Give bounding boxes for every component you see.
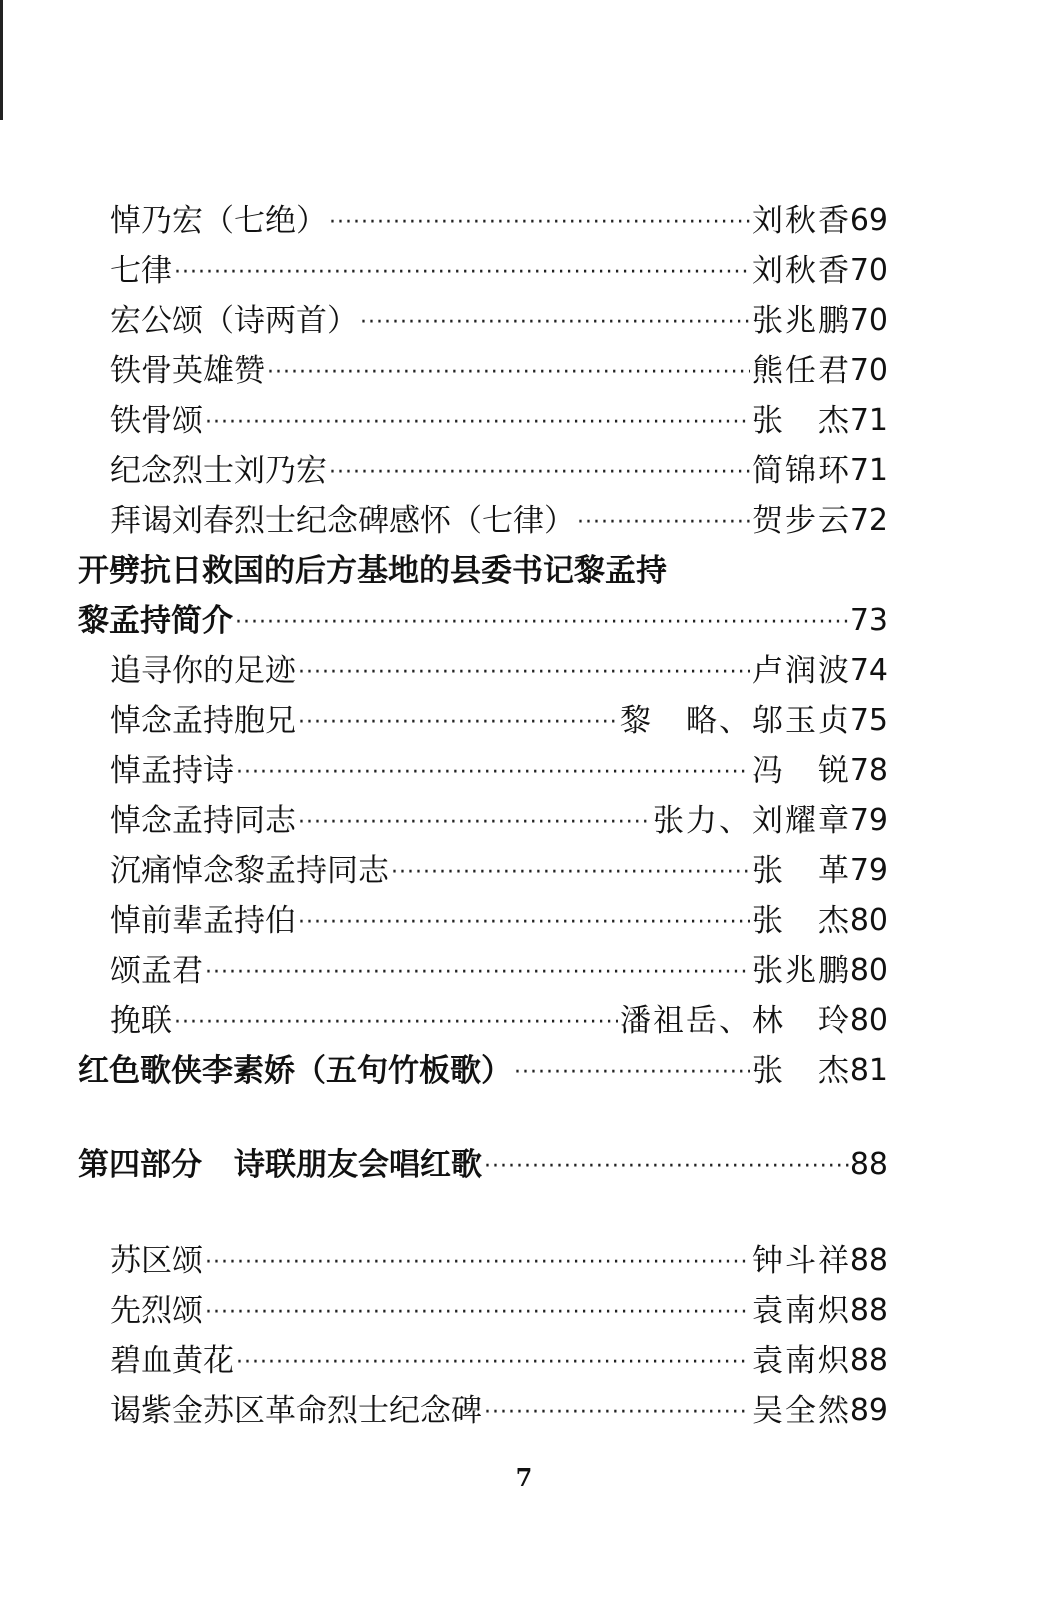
leader-dots (329, 448, 750, 498)
entry-author: 张力、刘耀章 (653, 803, 851, 839)
entry-page: 71 (849, 403, 888, 438)
entry-title: 挽联 (110, 1003, 172, 1039)
entry-author: 张 革 (752, 853, 851, 889)
entry-page: 80 (849, 953, 888, 988)
entry-title: 苏区颂 (110, 1243, 203, 1279)
entry-author: 刘秋香 (752, 203, 851, 239)
entry-author: 简锦环 (752, 453, 851, 489)
toc-entry (0, 496, 1048, 546)
entry-author: 卢润波 (752, 653, 851, 689)
entry-author: 刘秋香 (752, 253, 851, 289)
entry-author: 张兆鹏 (752, 953, 851, 989)
entry-title: 铁骨英雄赞 (110, 353, 265, 389)
toc-entry (0, 196, 1048, 246)
toc-entry (0, 246, 1048, 296)
toc-section-heading (0, 1140, 1048, 1190)
entry-author: 袁南炽 (752, 1343, 851, 1379)
leader-dots (298, 698, 618, 748)
leader-dots (298, 648, 750, 698)
entry-page: 80 (849, 903, 888, 938)
chapter-title: 开劈抗日救国的后方基地的县委书记黎孟持 (78, 553, 667, 589)
leader-dots (329, 198, 750, 248)
entry-title: 纪念烈士刘乃宏 (110, 453, 327, 489)
leader-dots (205, 948, 750, 998)
leader-dots (236, 1338, 750, 1388)
entry-page: 89 (849, 1393, 888, 1428)
entry-author: 张 杰 (752, 1053, 851, 1089)
entry-page: 70 (849, 253, 888, 288)
toc-entry (0, 296, 1048, 346)
entry-author: 张兆鹏 (752, 303, 851, 339)
toc-entry (0, 1046, 1048, 1096)
toc-entry (0, 1236, 1048, 1286)
toc-entry (0, 746, 1048, 796)
entry-page: 88 (849, 1293, 888, 1328)
entry-title: 悼念孟持胞兄 (110, 703, 296, 739)
leader-dots (205, 398, 750, 448)
page-number: 7 (515, 1463, 533, 1492)
section-title (78, 1140, 482, 1190)
toc-entry (0, 896, 1048, 946)
leader-dots (267, 348, 750, 398)
entry-page: 75 (849, 703, 888, 738)
entry-page: 88 (849, 1243, 888, 1278)
entry-title: 悼孟持诗 (110, 753, 234, 789)
entry-author: 冯 锐 (752, 753, 851, 789)
leader-dots (391, 848, 750, 898)
entry-page: 71 (849, 453, 888, 488)
entry-title: 悼念孟持同志 (110, 803, 296, 839)
entry-title: 先烈颂 (110, 1293, 203, 1329)
toc-entry (0, 1286, 1048, 1336)
leader-dots (484, 1388, 750, 1438)
entry-title: 悼乃宏（七绝） (110, 203, 327, 239)
leader-dots (174, 248, 750, 298)
leader-dots (174, 998, 618, 1048)
section-part: 第四部分 (78, 1147, 202, 1183)
entry-page: 78 (849, 753, 888, 788)
leader-dots (298, 898, 750, 948)
entry-title: 谒紫金苏区革命烈士纪念碑 (110, 1393, 482, 1429)
toc-entry (0, 796, 1048, 846)
entry-author: 袁南炽 (752, 1293, 851, 1329)
entry-author: 张 杰 (752, 403, 851, 439)
entry-title: 碧血黄花 (110, 1343, 234, 1379)
leader-dots (205, 1238, 750, 1288)
toc-entry (0, 596, 1048, 646)
entry-author: 张 杰 (752, 903, 851, 939)
entry-page: 72 (849, 503, 888, 538)
entry-title: 追寻你的足迹 (110, 653, 296, 689)
section-page: 88 (849, 1147, 888, 1182)
toc-entry (0, 396, 1048, 446)
toc-entry (0, 696, 1048, 746)
entry-author: 吴全然 (752, 1393, 851, 1429)
scan-edge-mark (0, 0, 3, 120)
leader-dots (236, 748, 750, 798)
entry-page: 73 (849, 603, 888, 638)
entry-author: 贺步云 (752, 503, 851, 539)
entry-title: 颂孟君 (110, 953, 203, 989)
entry-page: 79 (849, 803, 888, 838)
leader-dots (298, 798, 651, 848)
toc-entry (0, 646, 1048, 696)
entry-title: 七律 (110, 253, 172, 289)
toc-entry (0, 1336, 1048, 1386)
toc-entry (0, 346, 1048, 396)
toc-entry (0, 946, 1048, 996)
section-name: 诗联朋友会唱红歌 (234, 1147, 482, 1183)
entry-page: 88 (849, 1343, 888, 1378)
toc-entry (0, 446, 1048, 496)
entry-title: 沉痛悼念黎孟持同志 (110, 853, 389, 889)
leader-dots (577, 498, 750, 548)
table-of-contents (0, 196, 1048, 1436)
toc-chapter-heading (0, 546, 1048, 596)
entry-page: 74 (849, 653, 888, 688)
leader-dots (360, 298, 750, 348)
entry-page: 69 (849, 203, 888, 238)
entry-author: 钟斗祥 (752, 1243, 851, 1279)
toc-entry (0, 1386, 1048, 1436)
entry-page: 81 (849, 1053, 888, 1088)
leader-dots (205, 1288, 750, 1338)
entry-title: 黎孟持简介 (78, 603, 233, 639)
toc-entry (0, 846, 1048, 896)
entry-title: 铁骨颂 (110, 403, 203, 439)
entry-title: 宏公颂（诗两首） (110, 303, 358, 339)
entry-page: 80 (849, 1003, 888, 1038)
entry-title: 悼前辈孟持伯 (110, 903, 296, 939)
leader-dots (514, 1048, 750, 1098)
entry-author: 黎 略、邬玉贞 (620, 703, 851, 739)
entry-author: 潘祖岳、林 玲 (620, 1003, 851, 1039)
entry-page: 70 (849, 303, 888, 338)
entry-title: 红色歌侠李素娇（五句竹板歌） (78, 1053, 512, 1089)
entry-page: 70 (849, 353, 888, 388)
leader-dots (235, 598, 849, 648)
entry-title: 拜谒刘春烈士纪念碑感怀（七律） (110, 503, 575, 539)
leader-dots (484, 1142, 849, 1192)
toc-entry (0, 996, 1048, 1046)
entry-author: 熊任君 (752, 353, 851, 389)
entry-page: 79 (849, 853, 888, 888)
